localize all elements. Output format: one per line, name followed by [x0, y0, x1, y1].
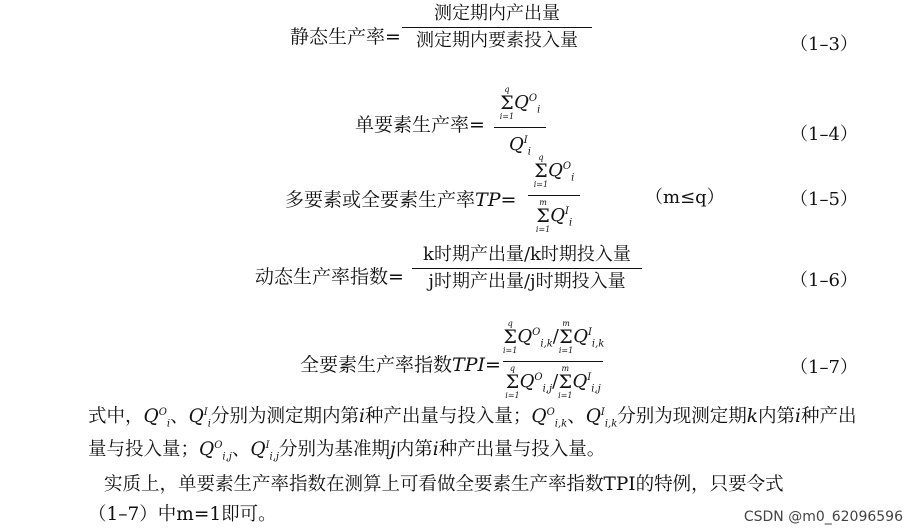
eq14-number: （1–4）	[790, 124, 858, 145]
eq17-denominator: q Σ i=1 $Q^O_{i,j}/$ m Σ i=1 $Q^I_{i,j}$	[505, 363, 601, 400]
fraction-bar	[412, 268, 642, 269]
sum-operator: m Σ i=1	[558, 363, 573, 400]
explanation-line-2: 量与投入量；$Q^O_{i,j}$、$Q^I_{i,j}$分别为基准期j内第i种产出量与投入量。	[88, 439, 606, 463]
eq16-fraction	[412, 243, 642, 294]
eq13-number: （1–3）	[790, 34, 858, 55]
conclusion-line-2: （1–7）中m=1即可。	[88, 504, 277, 525]
eq15-numerator: q Σ i=1 $Q^O_i$	[533, 153, 575, 189]
eq14-label: 单要素生产率=	[355, 114, 485, 136]
eq17-number: （1–7）	[790, 357, 858, 378]
explanation-line-1: 式中，$Q^O_i$、$Q^I_i$分别为测定期内第i种产出量与投入量；$Q^O_{i,k}$、$Q^I_{i,k}$分别为现测定期k内第i种产出	[88, 406, 857, 430]
watermark: CSDN @m0_62096596	[743, 509, 903, 525]
fraction-bar	[528, 195, 580, 196]
eq16-number: （1–6）	[790, 270, 858, 291]
fraction-bar	[402, 27, 592, 28]
sum-operator: q Σ i=1	[505, 363, 520, 400]
eq16-numerator: k时期产出量/k时期投入量	[423, 244, 631, 265]
eq17-fraction	[503, 318, 603, 404]
eq15-label: 多要素或全要素生产率TP=	[285, 189, 517, 211]
fraction-bar	[494, 127, 546, 128]
fraction-bar	[503, 361, 603, 362]
eq15-fraction	[528, 152, 580, 238]
eq13-numerator: 测定期内产出量	[434, 3, 560, 24]
eq14-numerator: q Σ i=1 $Q^O_i$	[499, 85, 541, 121]
eq13-label: 静态生产率=	[290, 26, 401, 48]
sum-operator: q Σ i=1	[503, 319, 518, 355]
eq14-denominator: $Q^I_i$	[509, 133, 531, 158]
eq13-fraction	[402, 2, 592, 53]
conclusion-line-1: 实质上，单要素生产率指数在测算上可看做全要素生产率指数TPI的特例，只要令式	[104, 474, 784, 495]
eq16-denominator: j时期产出量/j时期投入量	[428, 271, 626, 292]
sum-operator: m Σ i=1	[558, 319, 574, 355]
eq17-numerator: q Σ i=1 $Q^O_{i,k}/$ m Σ i=1 $Q^I_{i,k}$	[503, 319, 605, 355]
eq15-denominator: m Σ i=1 $Q^I_i$	[535, 197, 573, 234]
eq17-label: 全要素生产率指数TPI=	[300, 354, 501, 376]
sum-operator: q Σ i=1	[499, 85, 515, 121]
sum-operator: m Σ i=1	[535, 197, 551, 234]
sum-operator: q Σ i=1	[533, 153, 549, 189]
eq16-label: 动态生产率指数=	[255, 266, 404, 288]
eq15-number: （1–5）	[790, 189, 858, 210]
eq15-condition: （m≤q）	[645, 187, 725, 208]
eq13-denominator: 测定期内要素投入量	[416, 30, 578, 51]
